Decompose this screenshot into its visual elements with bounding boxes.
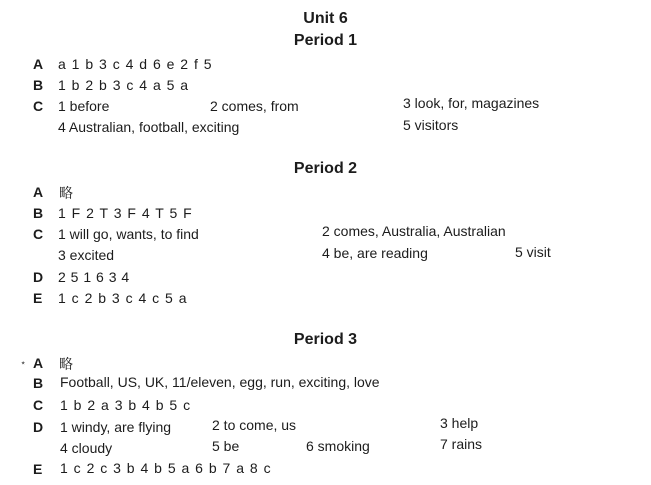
section-answers: Football, US, UK, 11/eleven, egg, run, exciting, love: [60, 374, 380, 390]
section-answers: 1 b 2 b 3 c 4 a 5 a: [58, 77, 189, 93]
section-letter: E: [33, 290, 43, 306]
answer-item: 5 visitors: [403, 117, 459, 133]
section-answers: 1 c 2 c 3 b 4 b 5 a 6 b 7 a 8 c: [60, 460, 271, 476]
section-answers: 1 F 2 T 3 F 4 T 5 F: [58, 205, 192, 221]
section-answers: 略: [59, 356, 73, 372]
section-letter: B: [33, 77, 44, 93]
section-letter: B: [33, 205, 44, 221]
section-letter: D: [33, 419, 44, 435]
answer-item: 7 rains: [440, 436, 483, 452]
answer-item: 5 visit: [515, 244, 551, 260]
answer-item: 3 help: [440, 415, 479, 431]
margin-mark: ⋆: [20, 358, 27, 369]
section-answers: 1 c 2 b 3 c 4 c 5 a: [58, 290, 187, 306]
answer-item: 5 be: [212, 438, 240, 454]
section-letter: B: [33, 375, 44, 391]
section-letter: A: [33, 355, 44, 371]
section-letter: C: [33, 98, 44, 114]
section-letter: E: [33, 461, 43, 477]
section-letter: A: [33, 184, 44, 200]
answer-item: 1 will go, wants, to find: [58, 226, 199, 242]
section-letter: A: [33, 56, 44, 72]
answer-item: 2 comes, Australia, Australian: [322, 223, 506, 239]
answer-item: 2 to come, us: [212, 417, 297, 433]
answer-item: 3 excited: [58, 247, 115, 263]
section-letter: C: [33, 397, 44, 413]
period-2-title: Period 2: [293, 160, 358, 177]
period-3-title: Period 3: [293, 331, 358, 348]
answer-item: 1 windy, are flying: [60, 419, 172, 435]
section-letter: D: [33, 269, 44, 285]
section-answers: 2 5 1 6 3 4: [58, 269, 130, 285]
answer-item: 4 be, are reading: [322, 245, 428, 261]
section-answers: a 1 b 3 c 4 d 6 e 2 f 5: [58, 56, 212, 72]
section-answers: 1 b 2 a 3 b 4 b 5 c: [60, 397, 191, 413]
answer-item: 4 Australian, football, exciting: [58, 119, 240, 135]
answer-item: 4 cloudy: [60, 440, 113, 456]
answer-item: 3 look, for, magazines: [403, 95, 540, 111]
section-letter: C: [33, 226, 44, 242]
section-answers: 略: [59, 185, 73, 201]
answer-item: 1 before: [58, 98, 110, 114]
answer-item: 2 comes, from: [210, 98, 299, 114]
unit-title: Unit 6: [303, 10, 348, 27]
answer-item: 6 smoking: [306, 438, 370, 454]
period-1-title: Period 1: [293, 32, 358, 49]
